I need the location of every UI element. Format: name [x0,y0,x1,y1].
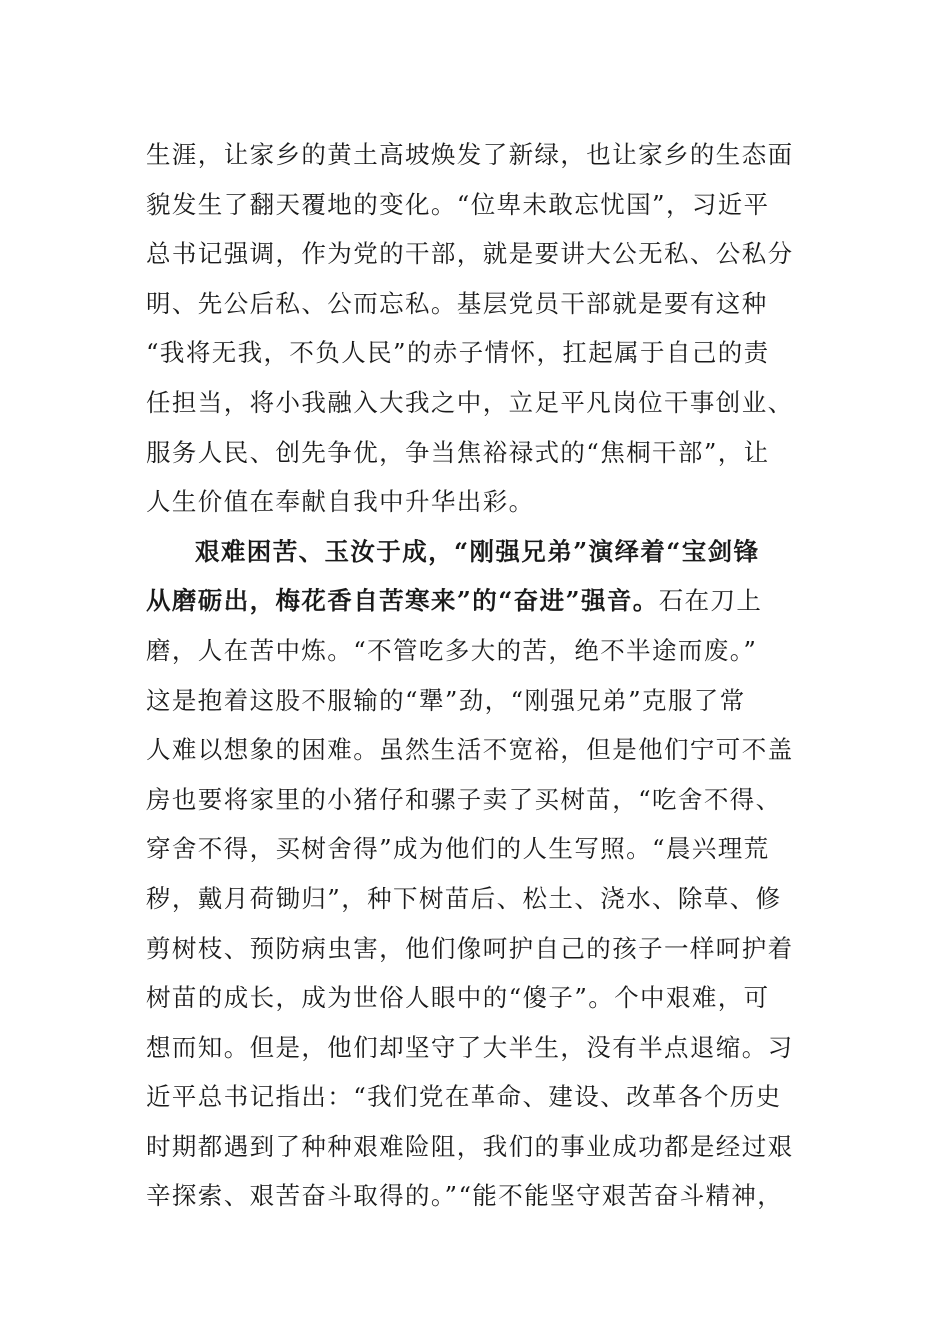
text-segment: 明、先公后私、公而忘私。基层党员干部就是要有这种 [146,288,768,318]
text-line [146,725,806,775]
text-segment: 树苗的成长，成为世俗人眼中的“傻子”。个中艰难，可 [146,983,770,1013]
text-line [146,973,806,1023]
text-segment: “我将无我，不负人民”的赤子情怀，扛起属于自己的责 [146,338,770,368]
bold-text-segment: 艰难困苦、玉汝于成，“刚强兄弟”演绎着“宝剑锋 [195,536,760,566]
text-line [146,1023,806,1073]
text-segment: 近平总书记指出：“我们党在革命、建设、改革各个历史 [146,1082,782,1112]
text-line [146,428,806,478]
text-line [146,229,806,279]
text-line [146,775,806,825]
text-line [146,1072,806,1122]
text-line [146,676,806,726]
text-line [146,1171,806,1221]
text-segment: 磨，人在苦中炼。“不管吃多大的苦，绝不半途而废。” [146,635,758,665]
text-segment: 石在刀上 [658,586,763,616]
text-segment: 穿舍不得，买树舍得”成为他们的人生写照。“晨兴理荒 [146,834,770,864]
text-segment: 人难以想象的困难。虽然生活不宽裕，但是他们宁可不盖 [146,735,794,765]
text-segment: 总书记强调，作为党的干部，就是要讲大公无私、公私分 [146,239,794,269]
text-line [146,1122,806,1172]
body-text [146,130,806,1221]
text-segment: 秽，戴月荷锄归”，种下树苗后、松土、浇水、除草、修 [146,883,782,913]
text-line [146,477,806,527]
text-line [146,328,806,378]
text-line [146,130,806,180]
text-segment: 这是抱着这股不服输的“犟”劲，“刚强兄弟”克服了常 [146,685,746,715]
text-segment: 辛探索、艰苦奋斗取得的。”“能不能坚守艰苦奋斗精神， [146,1181,784,1211]
text-line [146,874,806,924]
text-line [146,924,806,974]
text-line [146,576,806,626]
text-segment: 任担当，将小我融入大我之中，立足平凡岗位干事创业、 [146,387,794,417]
text-line [146,824,806,874]
text-segment: 生涯，让家乡的黄土高坡焕发了新绿，也让家乡的生态面 [146,140,794,169]
text-segment: 人生价值在奉献自我中升华出彩。 [146,487,535,517]
text-line [146,279,806,329]
text-segment: 貌发生了翻天覆地的变化。“位卑未敢忘忧国”，习近平 [146,189,770,219]
text-segment: 时期都遇到了种种艰难险阻，我们的事业成功都是经过艰 [146,1131,794,1161]
text-line [146,180,806,230]
text-segment: 剪树枝、预防病虫害，他们像呵护自己的孩子一样呵护着 [146,933,794,963]
text-line [146,378,806,428]
text-segment: 房也要将家里的小猪仔和骡子卖了买树苗，“吃舍不得、 [146,784,782,814]
text-segment: 服务人民、创先争优，争当焦裕禄式的“焦桐干部”，让 [146,437,770,467]
text-line [146,527,806,577]
text-segment: 想而知。但是，他们却坚守了大半生，没有半点退缩。习 [146,1032,794,1062]
bold-text-segment: 从磨砺出，梅花香自苦寒来”的“奋进”强音。 [146,586,659,616]
text-line [146,626,806,676]
